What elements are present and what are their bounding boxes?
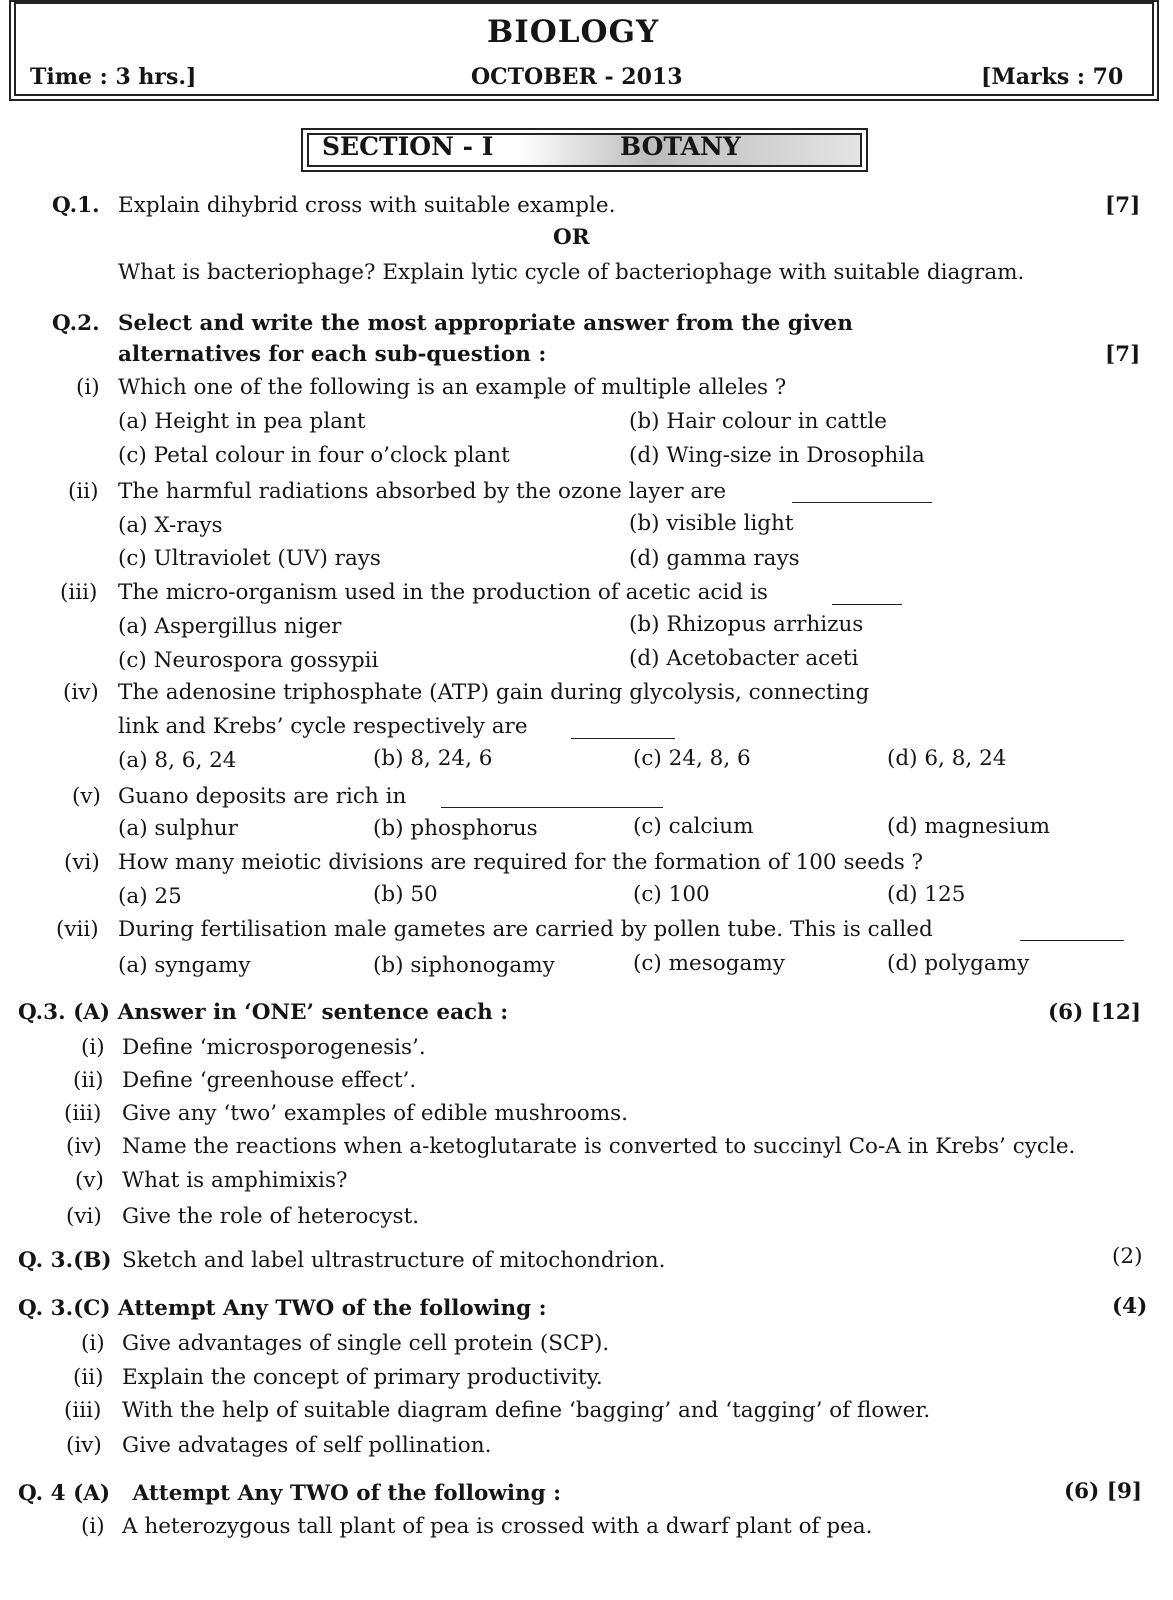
subquestion-text: Define ‘microsporogenesis’. bbox=[122, 1035, 426, 1060]
exam-date: OCTOBER - 2013 bbox=[471, 64, 683, 90]
option: (d) 6, 8, 24 bbox=[887, 746, 1007, 771]
option: (c) calcium bbox=[633, 814, 754, 839]
question-heading: Q. 4 (A) Attempt Any TWO of the following : bbox=[18, 1481, 562, 1506]
subquestion-text: How many meiotic divisions are required for the formation of 100 seeds ? bbox=[118, 850, 924, 875]
subquestion-number: (ii) bbox=[73, 1068, 104, 1093]
subquestion-text: Give advatages of self pollination. bbox=[122, 1433, 492, 1458]
answer-blank bbox=[832, 603, 902, 605]
answer-blank bbox=[571, 737, 675, 739]
question-text: Sketch and label ultrastructure of mitochondrion. bbox=[122, 1248, 666, 1273]
option: (a) Height in pea plant bbox=[118, 409, 366, 434]
subquestion-number: (v) bbox=[75, 1168, 104, 1193]
option: (c) mesogamy bbox=[633, 951, 785, 976]
answer-blank bbox=[1020, 939, 1124, 941]
question-marks: (6) [12] bbox=[1048, 1000, 1142, 1025]
subquestion-text: During fertilisation male gametes are carried by pollen tube. This is called bbox=[118, 917, 933, 942]
option: (c) Petal colour in four o’clock plant bbox=[118, 443, 510, 468]
option: (b) siphonogamy bbox=[373, 953, 555, 978]
subquestion-number: (i) bbox=[81, 1035, 105, 1060]
subquestion-text: With the help of suitable diagram define ‘bagging’ and ‘tagging’ of flower. bbox=[122, 1398, 931, 1423]
option: (d) 125 bbox=[887, 882, 966, 907]
question-instruction: alternatives for each sub-question : bbox=[118, 342, 547, 367]
option: (b) Hair colour in cattle bbox=[629, 409, 887, 434]
option: (c) Neurospora gossypii bbox=[118, 648, 379, 673]
option: (b) Rhizopus arrhizus bbox=[629, 612, 864, 637]
subquestion-number: (vii) bbox=[56, 917, 99, 942]
option: (b) phosphorus bbox=[373, 816, 538, 841]
question-text-alternative: What is bacteriophage? Explain lytic cycle of bacteriophage with suitable diagram. bbox=[118, 260, 1025, 285]
or-separator: OR bbox=[553, 225, 590, 250]
question-marks: [7] bbox=[1105, 342, 1141, 367]
subquestion-text: Which one of the following is an example of multiple alleles ? bbox=[118, 375, 787, 400]
option: (c) Ultraviolet (UV) rays bbox=[118, 546, 381, 571]
subquestion-text: The adenosine triphosphate (ATP) gain during glycolysis, connecting bbox=[118, 680, 870, 705]
subquestion-number: (iii) bbox=[64, 1398, 102, 1423]
subquestion-number: (iii) bbox=[64, 1101, 102, 1126]
option: (d) magnesium bbox=[887, 814, 1051, 839]
answer-blank bbox=[441, 806, 663, 808]
subquestion-text: What is amphimixis? bbox=[122, 1168, 348, 1193]
exam-marks: [Marks : 70 bbox=[981, 64, 1124, 90]
option: (c) 100 bbox=[633, 882, 710, 907]
option: (a) syngamy bbox=[118, 953, 251, 978]
option: (a) X-rays bbox=[118, 513, 223, 538]
question-marks: (6) [9] bbox=[1064, 1479, 1143, 1504]
question-heading: Q. 3.(C) Attempt Any TWO of the following : bbox=[18, 1296, 547, 1321]
subquestion-number: (iv) bbox=[66, 1433, 102, 1458]
subquestion-number: (iv) bbox=[66, 1134, 102, 1159]
option: (d) polygamy bbox=[887, 951, 1030, 976]
question-marks: [7] bbox=[1105, 193, 1141, 218]
subquestion-text: Define ‘greenhouse effect’. bbox=[122, 1068, 417, 1093]
option: (a) 25 bbox=[118, 884, 182, 909]
answer-blank bbox=[792, 501, 932, 503]
question-instruction: Select and write the most appropriate answer from the given bbox=[118, 311, 853, 336]
subquestion-text: The harmful radiations absorbed by the ozone layer are bbox=[118, 479, 727, 504]
question-marks: (2) bbox=[1112, 1244, 1143, 1269]
question-text: Explain dihybrid cross with suitable example. bbox=[118, 193, 616, 218]
question-number: Q.1. bbox=[52, 193, 100, 218]
section-label: SECTION - I bbox=[322, 132, 494, 161]
subquestion-text: A heterozygous tall plant of pea is crossed with a dwarf plant of pea. bbox=[122, 1514, 873, 1539]
subquestion-number: (ii) bbox=[73, 1365, 104, 1390]
option: (b) 8, 24, 6 bbox=[373, 746, 493, 771]
option: (b) 50 bbox=[373, 882, 438, 907]
question-number: Q.2. bbox=[52, 311, 100, 336]
subquestion-text: Explain the concept of primary productivity. bbox=[122, 1365, 603, 1390]
subquestion-number: (i) bbox=[81, 1331, 105, 1356]
subquestion-number: (i) bbox=[81, 1514, 105, 1539]
subquestion-number: (vi) bbox=[64, 850, 100, 875]
question-heading: Q. 3.(B) bbox=[18, 1248, 112, 1273]
subquestion-text: Guano deposits are rich in bbox=[118, 784, 407, 809]
option: (d) Acetobacter aceti bbox=[629, 646, 859, 671]
question-marks: (4) bbox=[1112, 1294, 1148, 1319]
option: (d) gamma rays bbox=[629, 546, 800, 571]
option: (d) Wing-size in Drosophila bbox=[629, 443, 925, 468]
subquestion-text: Name the reactions when a-ketoglutarate is converted to succinyl Co-A in Krebs’ cycle. bbox=[122, 1134, 1076, 1159]
subquestion-number: (i) bbox=[76, 375, 100, 400]
option: (b) visible light bbox=[629, 511, 794, 536]
subquestion-number: (vi) bbox=[66, 1204, 102, 1229]
subquestion-number: (ii) bbox=[68, 479, 99, 504]
subject-title: BIOLOGY bbox=[487, 14, 660, 50]
subquestion-text: Give the role of heterocyst. bbox=[122, 1204, 420, 1229]
subquestion-text-continued: link and Krebs’ cycle respectively are bbox=[118, 714, 528, 739]
question-heading: Q.3. (A) Answer in ‘ONE’ sentence each : bbox=[18, 1000, 509, 1025]
option: (a) sulphur bbox=[118, 816, 238, 841]
section-title: BOTANY bbox=[620, 132, 741, 161]
subquestion-text: Give any ‘two’ examples of edible mushrooms. bbox=[122, 1101, 629, 1126]
subquestion-number: (iv) bbox=[63, 680, 99, 705]
subquestion-text: Give advantages of single cell protein (SCP). bbox=[122, 1331, 610, 1356]
option: (c) 24, 8, 6 bbox=[633, 746, 751, 771]
option: (a) 8, 6, 24 bbox=[118, 748, 237, 773]
option: (a) Aspergillus niger bbox=[118, 614, 342, 639]
subquestion-number: (iii) bbox=[60, 580, 98, 605]
subquestion-number: (v) bbox=[72, 784, 101, 809]
subquestion-text: The micro-organism used in the production of acetic acid is bbox=[118, 580, 768, 605]
exam-time: Time : 3 hrs.] bbox=[30, 64, 197, 90]
